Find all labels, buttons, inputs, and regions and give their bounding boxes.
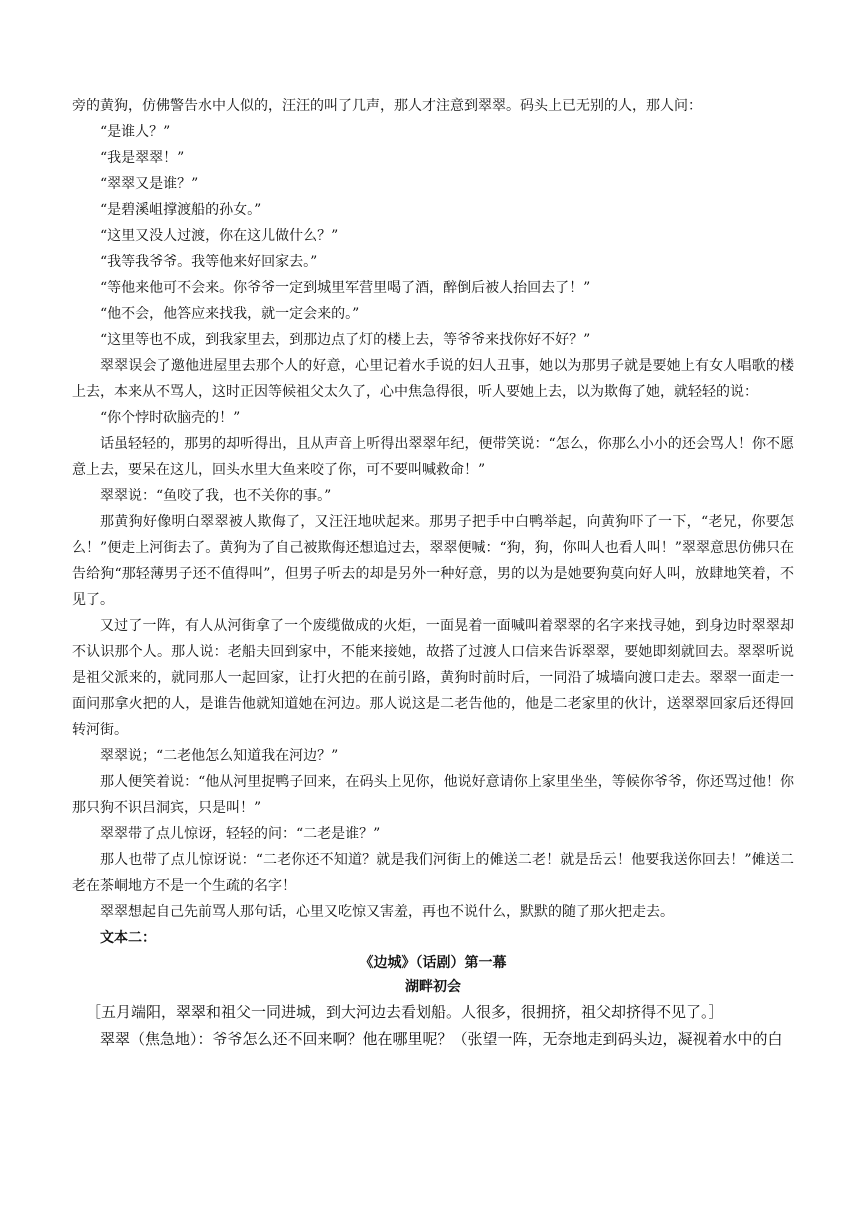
- text-two-label: 文本二：: [100, 930, 156, 946]
- scene-title: 湖畔初会: [405, 979, 461, 995]
- paragraph: 翠翠想起自己先前骂人那句话，心里又吃惊又害羞，再也不说什么，默默的随了那火把走去。: [100, 904, 674, 920]
- paragraph: “这里又没人过渡，你在这儿做什么？”: [100, 228, 339, 244]
- paragraph: “我是翠翠！”: [100, 150, 185, 166]
- text-one-body: [72, 93, 794, 925]
- paragraph: 那人便笑着说：“他从河里捉鸭子回来，在码头上见你，他说好意请你上家里坐坐，等候你爷爷，你还骂过他！你那只狗不识吕洞宾，只是叫！”: [72, 774, 794, 816]
- play-title: 《边城》（话剧）第一幕: [359, 955, 507, 971]
- stage-direction: ［五月端阳，翠翠和祖父一同进城，到大河边去看划船。人很多，很拥挤，祖父却挤得不见了。］: [86, 1003, 724, 1021]
- paragraph: 那人也带了点儿惊讶说：“二老你还不知道？就是我们河街上的傩送二老！就是岳云！他要我送你回去！”傩送二老在茶峒地方不是一个生疏的名字！: [72, 852, 794, 894]
- paragraph: 又过了一阵，有人从河街拿了一个废缆做成的火炬，一面晃着一面喊叫着翠翠的名字来找寻她，到身边时翠翠却不认识那个人。那人说：老船夫回到家中，不能来接她，故搭了过渡人口信来告诉翠翠，要她即刻就回去。翠翠听说是祖父派来的，就同那人一起回家，让打火把的在前引路，黄狗时前时后，一同沿了城墙向渡口走去。翠翠一面走一面问那拿火把的人，是谁告他就知道她在河边。那人说这是二老告他的，他是二老家里的伙计，送翠翠回家后还得回转河街。: [72, 618, 794, 738]
- paragraph: 翠翠带了点儿惊讶，轻轻的问：“二老是谁？”: [100, 826, 381, 842]
- paragraph: “是谁人？”: [100, 124, 171, 140]
- paragraph: 翠翠误会了邀他进屋里去那个人的好意，心里记着水手说的妇人丑事，她以为那男子就是要她上有女人唱歌的楼上去，本来从不骂人，这时正因等候祖父太久了，心中焦急得很，听人要她上去，以为欺侮了她，就轻轻的说：: [72, 358, 794, 400]
- paragraph: “翠翠又是谁？”: [100, 176, 199, 192]
- paragraph: 翠翠说：“鱼咬了我，也不关你的事。”: [100, 488, 332, 504]
- paragraph: 话虽轻轻的，那男的却听得出，且从声音上听得出翠翠年纪，便带笑说：“怎么，你那么小小的还会骂人！你不愿意上去，要呆在这儿，回头水里大鱼来咬了你，可不要叫喊救命！”: [72, 436, 794, 478]
- dialogue-line: 翠翠（焦急地）：爷爷怎么还不回来啊？他在哪里呢？（张望一阵，无奈地走到码头边，凝视着水中的白: [100, 1030, 783, 1048]
- paragraph: 那黄狗好像明白翠翠被人欺侮了，又汪汪地吠起来。那男子把手中白鸭举起，向黄狗吓了一下，“老兄，你要怎么！”便走上河街去了。黄狗为了自己被欺侮还想追过去，翠翠便喊：“狗，狗，你叫人也看人叫！”翠翠意思仿佛只在告给狗“那轻薄男子还不值得叫”，但男子听去的却是另外一种好意，男的以为是她要狗莫向好人叫，放肆地笑着，不见了。: [72, 514, 794, 608]
- paragraph: “是碧溪岨撑渡船的孙女。”: [100, 202, 262, 218]
- paragraph: “我等我爷爷。我等他来好回家去。”: [100, 254, 318, 270]
- paragraph: 旁的黄狗，仿佛警告水中人似的，汪汪的叫了几声，那人才注意到翠翠。码头上已无别的人，那人问：: [72, 98, 702, 114]
- paragraph: “这里等也不成，到我家里去，到那边点了灯的楼上去，等爷爷来找你好不好？”: [100, 332, 591, 348]
- paragraph: “等他来他可不会来。你爷爷一定到城里军营里喝了酒，醉倒后被人抬回去了！”: [100, 280, 591, 296]
- paragraph: 翠翠说；“二老他怎么知道我在河边？”: [100, 748, 339, 764]
- paragraph: “他不会，他答应来找我，就一定会来的。”: [100, 306, 360, 322]
- paragraph: “你个悖时砍脑壳的！”: [100, 410, 241, 426]
- document-page: [72, 93, 794, 1053]
